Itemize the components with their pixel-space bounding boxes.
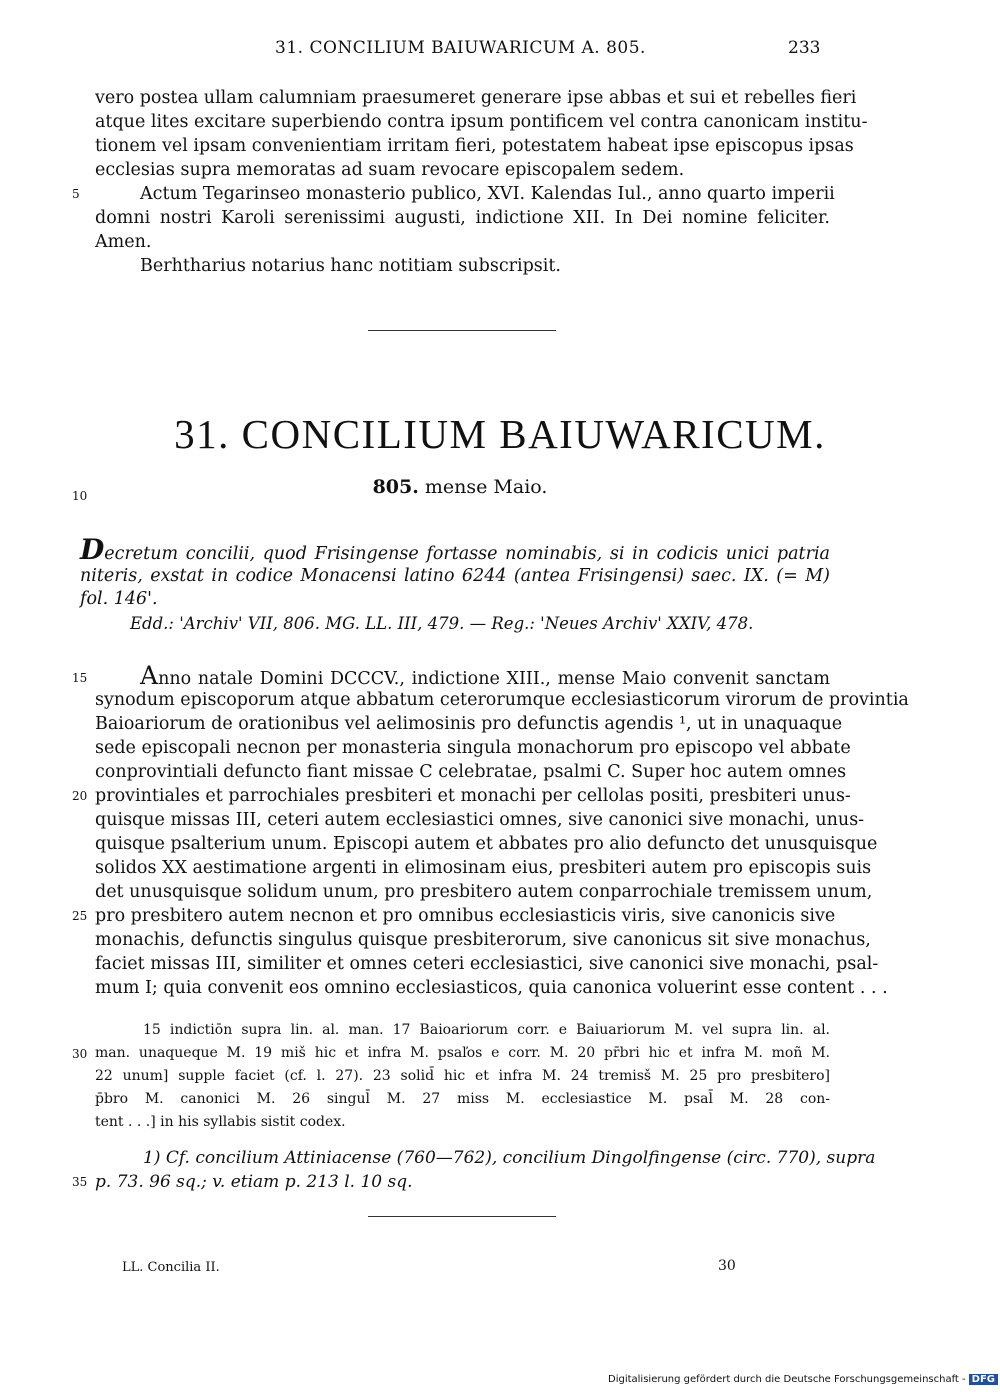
text-line: mum I; quia convenit eos omnino ecclesiasticos, quia canonica voluerint esse content . . . [95, 978, 888, 998]
apparatus-line: 15 indictiōn supra lin. al. man. 17 Baioariorum corr. e Baiuariorum M. vel supra lin. al. [143, 1022, 830, 1038]
sheet-number: 30 [718, 1258, 736, 1274]
text-line: domni nostri Karoli serenissimi augusti, indictione XII. In Dei nomine feliciter. [95, 208, 830, 228]
intro-text: ecretum concilii, quod Frisingense fortasse nominabis, si in codicis unici patria [104, 544, 830, 564]
running-head [0, 38, 1000, 64]
text-line: ecclesias supra memoratas ad suam revocare episcopalem sedem. [95, 160, 685, 180]
chapter-month: mense Maio. [418, 476, 548, 498]
digitization-credit [608, 1374, 998, 1385]
chapter-title: 31. CONCILIUM BAIUWARICUM. [174, 411, 826, 457]
intro-line: fol. 146'. [80, 589, 158, 609]
apparatus-line: p̄bro M. canonici M. 26 singul̄ M. 27 miss M. ecclesiastice M. psal̄ M. 28 con- [95, 1091, 830, 1107]
text-line: atque lites excitare superbiendo contra ipsum pontificem vel contra canonicam institu- [95, 112, 868, 132]
text-line: faciet missas III, similiter et omnes ceteri ecclesiastici, sive canonici sive monachi, psal- [95, 954, 879, 974]
text-line: tionem vel ipsam convenientiam irritam fieri, potestatem habeat ipse episcopus ipsas [95, 136, 854, 156]
text-line: provintiales et parrochiales presbiteri et monachi per cellolas positi, presbiteri unus- [95, 786, 851, 806]
text-line: quisque missas III, ceteri autem ecclesiastici omnes, sive canonici sive monachi, unus- [95, 810, 865, 830]
intro-line [80, 533, 830, 566]
intro-line: niteris, exstat in codice Monacensi latino 6244 (antea Frisingensi) saec. IX. (= M) [80, 566, 830, 586]
dfg-logo: DFG [969, 1374, 998, 1385]
text-line: solidos XX aestimatione argenti in elimosinam eius, presbiteri autem pro episcopis suis [95, 858, 872, 878]
text-line: vero postea ullam calumniam praesumeret generare ipse abbas et sui et rebelles fieri [95, 88, 857, 108]
apparatus-line: 22 unum] supple faciet (cf. l. 27). 23 solid̄ hic et infra M. 24 tremisš M. 25 pro presbitero] [95, 1068, 830, 1084]
line-number: 30 [72, 1047, 88, 1061]
credit-text: Digitalisierung gefördert durch die Deutsche Forschungsgemeinschaft - [608, 1374, 966, 1385]
line-number: 5 [72, 187, 80, 201]
line-number: 35 [72, 1175, 88, 1189]
text-line: conprovintiali defuncto fiant missae C celebratae, psalmi C. Super hoc autem omnes [95, 762, 847, 782]
text-line: pro presbitero autem necnon et pro omnibus ecclesiasticis viris, sive canonicis sive [95, 906, 836, 926]
text-line: sede episcopali necnon per monasteria singula monachorum pro episcopo vel abbate [95, 738, 851, 758]
footnote-divider [368, 1216, 556, 1217]
line-number: 25 [72, 909, 88, 923]
footnote-line: 1) Cf. concilium Attiniacense (760—762), concilium Dingolfingense (circ. 770), supra [143, 1148, 876, 1168]
editions-line: Edd.: 'Archiv' VII, 806. MG. LL. III, 479. — Reg.: 'Neues Archiv' XXIV, 478. [130, 614, 754, 633]
text-line: quisque psalterium unum. Episcopi autem et abbates pro alio defuncto det unusquisque [95, 834, 878, 854]
line-number: 20 [72, 789, 88, 803]
text-line: Actum Tegarinseo monasterio publico, XVI. Kalendas Iul., anno quarto imperii [140, 184, 835, 204]
text-line: Baioariorum de orationibus vel aelimosinis pro defunctis agendis ¹, ut in unaquaque [95, 714, 843, 734]
line-number: 15 [72, 671, 88, 685]
text-line [95, 661, 830, 691]
chapter-date [0, 476, 920, 498]
sheet-signature: LL. Concilia II. [122, 1260, 220, 1275]
page-number: 233 [788, 38, 821, 58]
running-head-title: 31. CONCILIUM BAIUWARICUM A. 805. [275, 38, 646, 58]
apparatus-line: tent . . .] in his syllabis sistit codex. [95, 1114, 346, 1130]
footnote-line: p. 73. 96 sq.; v. etiam p. 213 l. 10 sq. [95, 1172, 413, 1192]
section-divider [368, 330, 556, 331]
chapter-year: 805. [372, 476, 419, 498]
text-line: monachis, defunctis singulus quisque presbiterorum, sive canonicus sit sive monachus, [95, 930, 871, 950]
intro-initial: D [80, 533, 105, 566]
apparatus-line: man. unaqueque M. 19 miš hic et infra M. psaľos e corr. M. 20 pr̄bri hic et infra M. moñ M. [95, 1045, 830, 1061]
text-line: synodum episcoporum atque abbatum ceterorumque ecclesiasticorum virorum de provintia [95, 690, 909, 710]
text-line: det unusquisque solidum unum, pro presbitero autem conparrochiale tremissem unum, [95, 882, 873, 902]
text-line: Amen. [95, 232, 152, 252]
line-number: 10 [72, 489, 88, 503]
subscription-line: Berhtharius notarius hanc notitiam subscripsit. [140, 256, 561, 276]
body-initial: A [140, 661, 159, 690]
body-first-line: nno natale Domini DCCCV., indictione XIII., mense Maio convenit sanctam [158, 669, 830, 689]
